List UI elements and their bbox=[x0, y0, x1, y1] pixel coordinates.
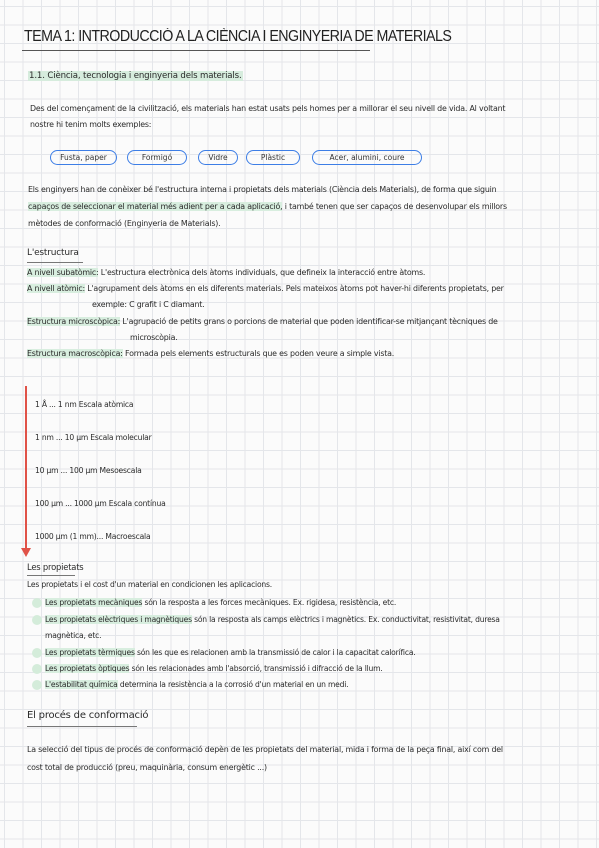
propietat-label: Les propietats òptiques bbox=[45, 664, 130, 673]
para-line-1: Els enginyers han de conèixer bé l'estructura interna i propietats dels materials (Ciència dels Materials), de forma que siguin bbox=[28, 185, 497, 194]
propietat-electriques-cont: magnètica, etc. bbox=[45, 631, 102, 640]
propietat-label: L'estabilitat química bbox=[45, 680, 118, 689]
intro-line-1: Des del començament de la civilització, els materials han estat usats pels homes per a millorar el seu nivell de vida. Al voltant bbox=[30, 104, 506, 113]
bullet-dot bbox=[32, 680, 42, 690]
conformacio-underline bbox=[27, 726, 137, 727]
estructura-label: A nivell subatòmic: bbox=[27, 268, 99, 277]
para-line-3: mètodes de conformació (Enginyeria de Materials). bbox=[28, 219, 221, 228]
propietat-text: són la resposta a les forces mecàniques. Ex. rigidesa, resistència, etc. bbox=[142, 598, 397, 607]
estructura-item-atomic bbox=[27, 281, 504, 297]
estructura-atomic-cont: exemple: C grafit i C diamant. bbox=[92, 300, 205, 309]
conformacio-line-2: cost total de producció (preu, maquinària, consum energètic ...) bbox=[27, 763, 267, 772]
scale-item-macro: 1000 μm (1 mm)... Macroescala bbox=[35, 532, 151, 541]
page-title: TEMA 1: INTRODUCCIÓ A LA CIÈNCIA I ENGINYERIA DE MATERIALS bbox=[24, 28, 452, 45]
pill-plastic: Plàstic bbox=[246, 150, 300, 165]
propietats-heading: Les propietats bbox=[27, 562, 84, 572]
propietat-text: són la resposta als camps elèctrics i magnètics. Ex. conductivitat, resistivitat, duresa bbox=[191, 615, 500, 624]
bullet-dot bbox=[32, 615, 42, 625]
para-line-2-rest: i també tenen que ser capaços de desenvolupar els millors bbox=[282, 202, 507, 211]
estructura-label: Estructura microscòpica: bbox=[27, 317, 121, 326]
para-line-2 bbox=[28, 199, 507, 215]
propietat-text: determina la resistència a la corrosió d'un material en un medi. bbox=[117, 680, 349, 689]
estructura-text: L'estructura electrònica dels àtoms individuals, que defineix la interacció entre àtoms. bbox=[100, 268, 426, 277]
scale-arrow-line bbox=[25, 386, 27, 550]
pill-metalls: Acer, alumini, coure bbox=[312, 150, 422, 165]
scale-item-continua: 100 μm ... 1000 μm Escala contínua bbox=[35, 499, 166, 508]
estructura-item-subatomic bbox=[27, 265, 425, 281]
section-heading-text: 1.1. Ciència, tecnologia i enginyeria dels materials. bbox=[29, 71, 242, 81]
para-highlight: capaços de seleccionar el material més adient per a cada aplicació, bbox=[28, 202, 283, 211]
title-underline bbox=[22, 50, 370, 51]
scale-item-meso: 10 μm ... 100 μm Mesoescala bbox=[35, 466, 142, 475]
propietat-label: Les propietats mecàniques bbox=[45, 598, 143, 607]
section-heading bbox=[28, 71, 243, 81]
bullet-dot bbox=[32, 598, 42, 608]
propietat-optiques bbox=[45, 661, 383, 677]
propietats-underline bbox=[27, 575, 75, 576]
estructura-text: Formada pels elements estructurals que es poden veure a simple vista. bbox=[125, 349, 395, 358]
propietat-electriques bbox=[45, 612, 500, 628]
pill-vidre: Vidre bbox=[198, 150, 238, 165]
estructura-text: L'agrupament dels àtoms en els diferents materials. Pels mateixos àtoms pot haver-hi diferents propietats, per bbox=[87, 284, 504, 293]
propietat-text: són les que es relacionen amb la transmissió de calor i la capacitat calorífica. bbox=[134, 648, 416, 657]
conformacio-heading: El procés de conformació bbox=[27, 710, 149, 721]
scale-item-molecular: 1 nm ... 10 μm Escala molecular bbox=[35, 433, 152, 442]
propietat-termiques bbox=[45, 645, 416, 661]
bullet-dot bbox=[32, 648, 42, 658]
estructura-item-macro bbox=[27, 346, 394, 362]
propietat-mecaniques bbox=[45, 595, 396, 611]
pill-fusta: Fusta, paper bbox=[50, 150, 117, 165]
estructura-text: L'agrupació de petits grans o porcions de material que poden identificar-se mitjançant tècniques de bbox=[122, 317, 498, 326]
propietat-label: Les propietats elèctriques i magnètiques bbox=[45, 615, 192, 624]
scale-arrow-head bbox=[21, 548, 31, 557]
estructura-item-micro bbox=[27, 314, 498, 330]
intro-line-2: nostre hi tenim molts exemples: bbox=[30, 120, 152, 129]
conformacio-line-1: La selecció del tipus de procés de conformació depèn de les propietats del material, mida i forma de la peça final, així com del bbox=[27, 745, 503, 754]
estructura-label: A nivell atòmic: bbox=[27, 284, 85, 293]
propietats-intro: Les propietats i el cost d'un material en condicionen les aplicacions. bbox=[27, 580, 272, 589]
scale-item-atomic: 1 Å ... 1 nm Escala atòmica bbox=[35, 400, 134, 409]
propietat-text: són les relacionades amb l'absorció, transmissió i difracció de la llum. bbox=[129, 664, 383, 673]
propietat-quimica bbox=[45, 677, 348, 693]
pill-formigo: Formigó bbox=[127, 150, 187, 165]
estructura-underline bbox=[27, 262, 83, 263]
estructura-label: Estructura macroscòpica: bbox=[27, 349, 123, 358]
estructura-micro-cont: microscòpia. bbox=[130, 333, 178, 342]
bullet-dot bbox=[32, 664, 42, 674]
estructura-heading: L'estructura bbox=[27, 248, 79, 258]
propietat-label: Les propietats tèrmiques bbox=[45, 648, 135, 657]
